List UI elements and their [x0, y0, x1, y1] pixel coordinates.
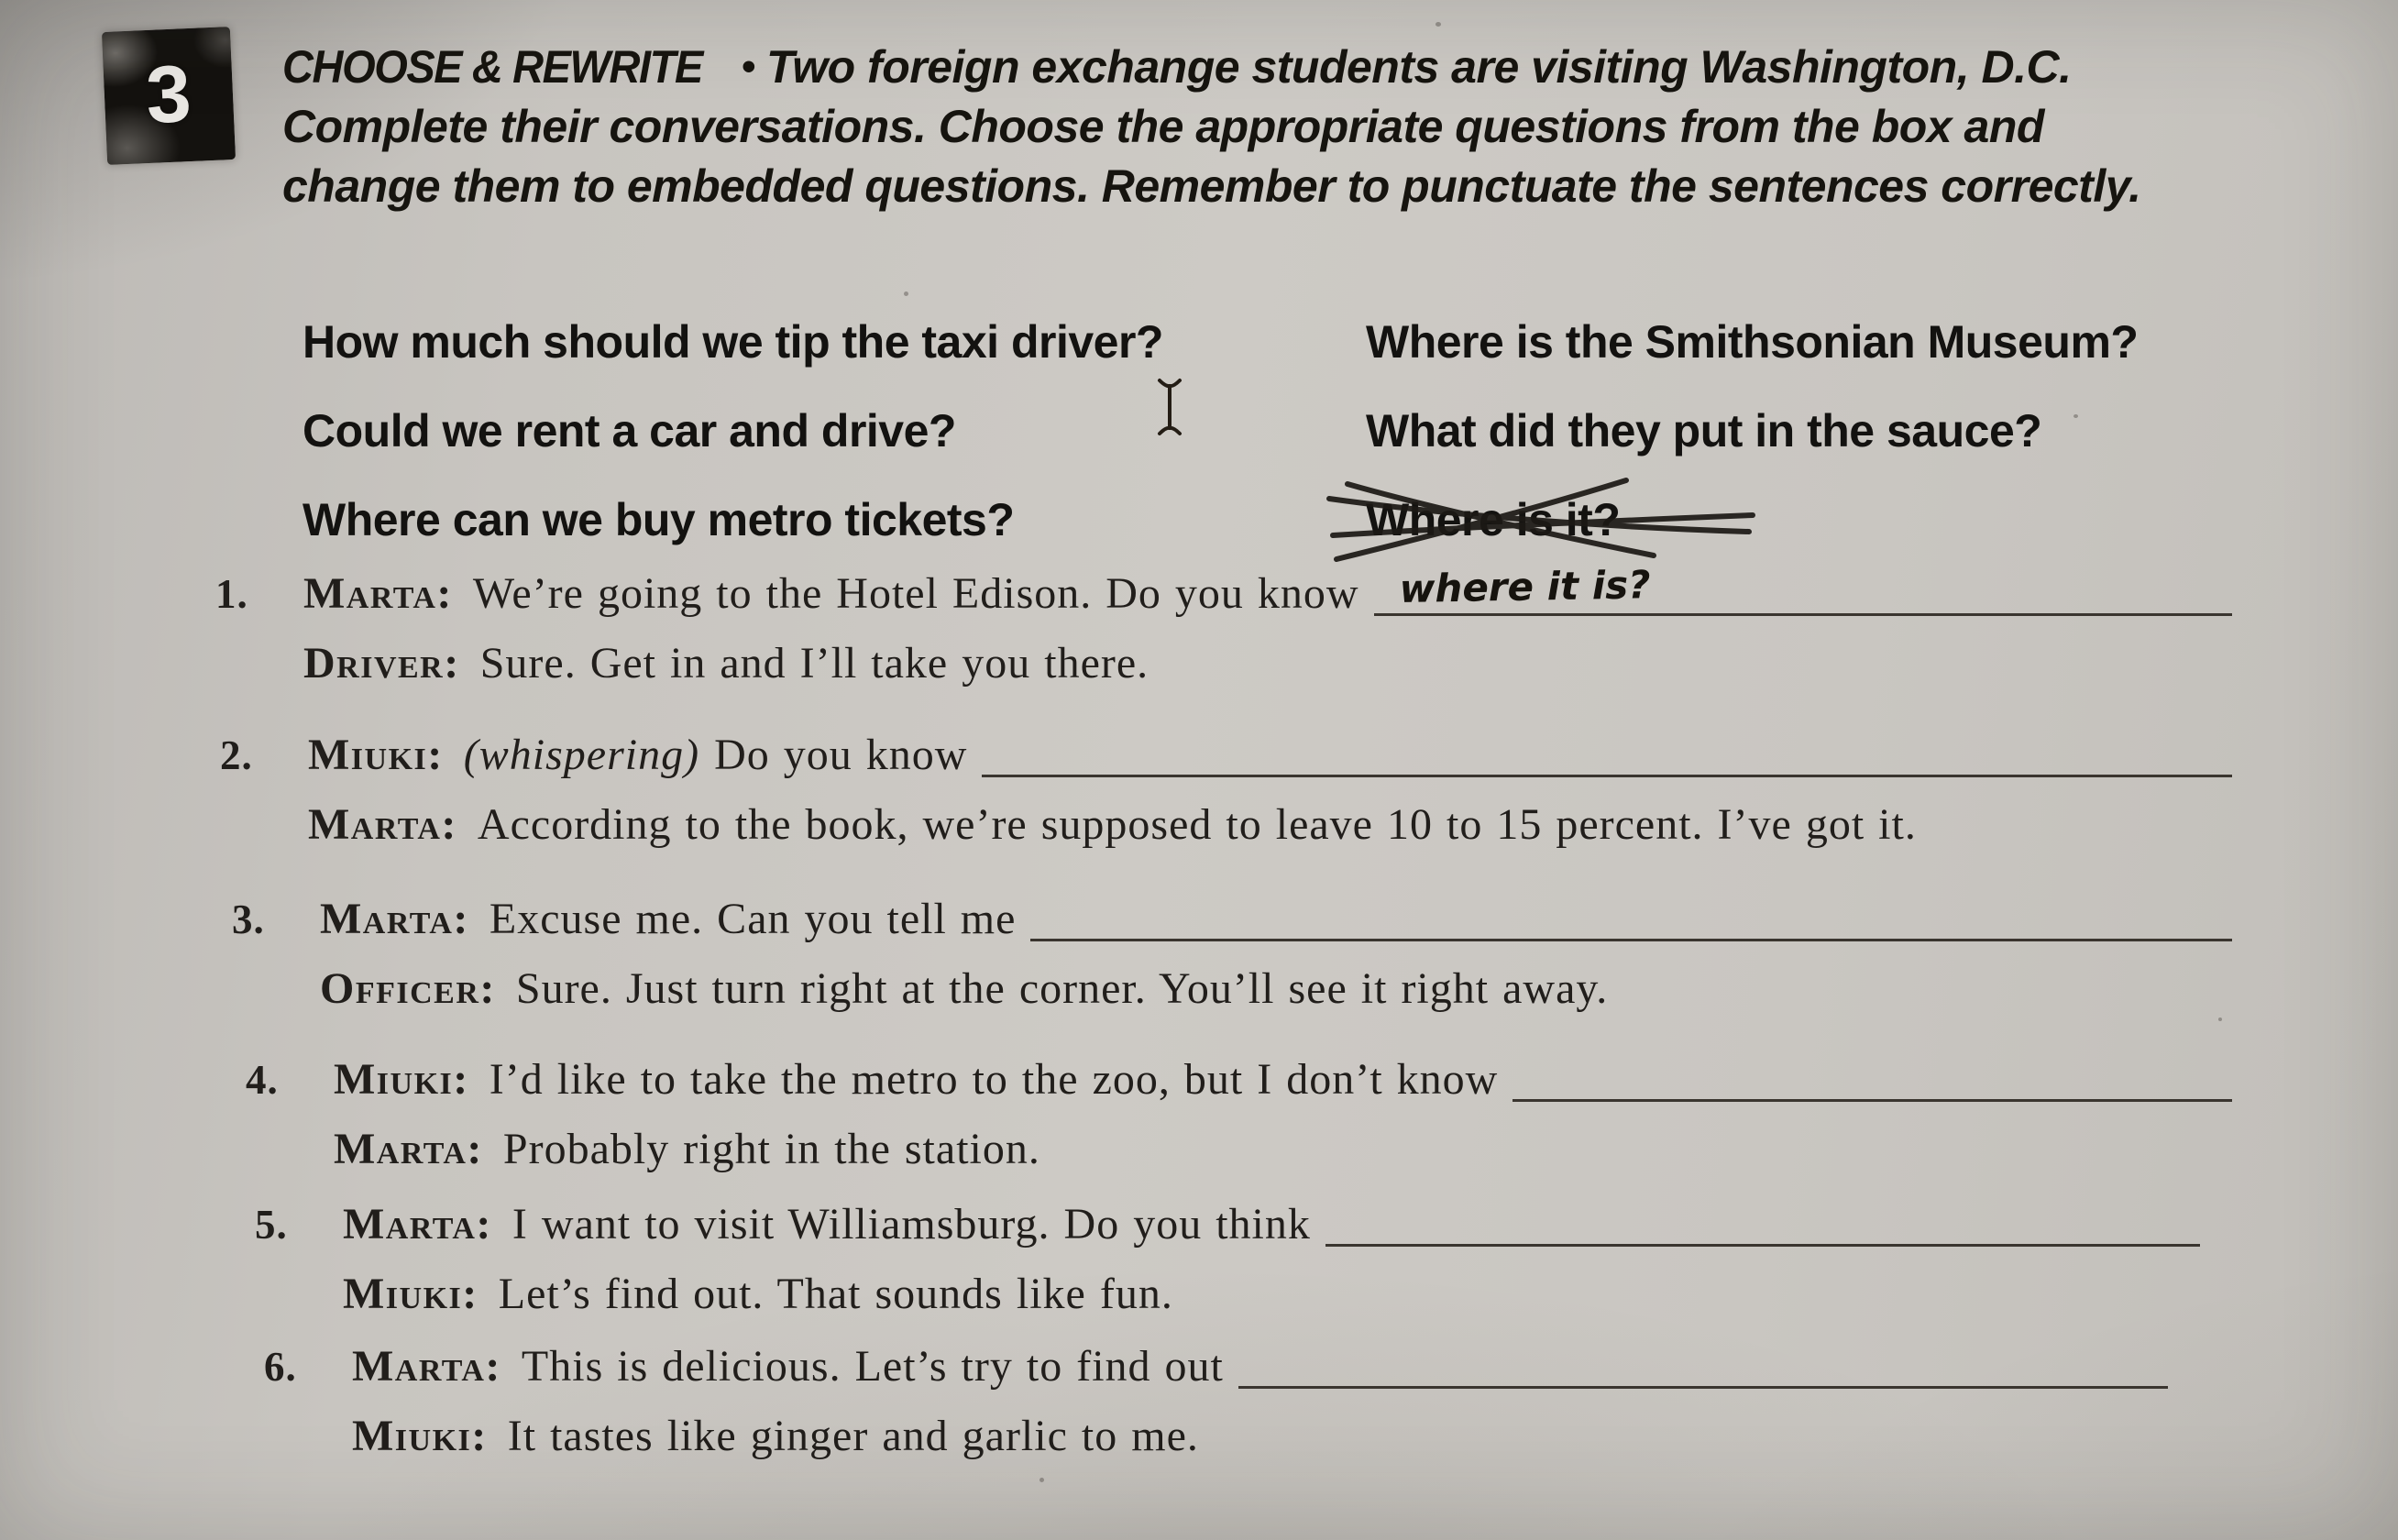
question-row [302, 475, 2237, 564]
speaker-name: Miuki: [334, 1055, 469, 1104]
speaker-name: Miuki: [343, 1270, 478, 1318]
exercise-type-label: CHOOSE & REWRITE [282, 41, 702, 93]
dialogue-text: Let’s find out. That sounds like fun. [498, 1270, 1173, 1318]
question-option-crossed-out [1366, 493, 1620, 546]
speaker-name: Marta: [303, 569, 453, 618]
item-number: 2. [220, 732, 253, 778]
item-number: 6. [264, 1344, 297, 1390]
question-option: Could we rent a car and drive? [302, 404, 956, 456]
question-row [302, 297, 2237, 386]
question-row [302, 386, 2237, 475]
dialogue-text: Excuse me. Can you tell me [489, 895, 1017, 943]
dialogue-line [215, 559, 2232, 629]
answer-blank [1030, 885, 2232, 941]
dialogue-item-5 [124, 1190, 2232, 1329]
dialogue-text: This is delicious. Let’s try to find out [521, 1342, 1224, 1391]
answer-blank [1238, 1332, 2168, 1389]
speaker-name: Marta: [352, 1342, 501, 1391]
item-number: 5. [255, 1202, 288, 1248]
dialogue-item-4 [124, 1045, 2232, 1184]
answer-blank [1374, 559, 2232, 616]
item-number: 4. [246, 1057, 279, 1103]
answer-blank [1326, 1190, 2200, 1247]
dialogue-item-6 [124, 1332, 2232, 1471]
dialogue-line [264, 1332, 2232, 1402]
dialogue-line [264, 1402, 2232, 1471]
dust-speck [2074, 414, 2078, 418]
instructions-line-3: change them to embedded questions. Remember to punctuate the sentences correctly. [282, 160, 2141, 212]
dialogue-line [215, 629, 2232, 698]
crossed-out-text: Where is it? [1366, 493, 1621, 545]
dialogue-list [124, 559, 2232, 1471]
item-number: 1. [215, 571, 248, 617]
dialogue-item-3 [124, 885, 2232, 1024]
instructions-line-1 [282, 37, 2244, 97]
speaker-name: Marta: [334, 1125, 483, 1173]
dialogue-text: Probably right in the station. [502, 1125, 1040, 1173]
dust-speck [1040, 1478, 1044, 1482]
dialogue-text: It tastes like ginger and garlic to me. [507, 1412, 1199, 1460]
dust-speck [1436, 22, 1441, 27]
speaker-name: Officer: [320, 964, 496, 1013]
dialogue-text: Do you know [714, 731, 968, 779]
dialogue-line [220, 720, 2232, 790]
stage-direction: (whispering) [463, 731, 700, 779]
question-option: What did they put in the sauce? [1366, 404, 2042, 456]
dialogue-line [232, 885, 2232, 954]
dialogue-text: We’re going to the Hotel Edison. Do you know [472, 569, 1359, 618]
answer-blank [982, 720, 2232, 777]
dialogue-item-2 [124, 720, 2232, 860]
handwritten-answer: where it is? [1398, 562, 1651, 611]
text-cursor-ibeam-icon [1155, 378, 1184, 436]
dialogue-text: I’d like to take the metro to the zoo, but I don’t know [489, 1055, 1499, 1104]
dialogue-line [255, 1260, 2232, 1329]
speaker-name: Marta: [320, 895, 469, 943]
speaker-name: Miuki: [352, 1412, 488, 1460]
dust-speck [904, 292, 908, 296]
question-option: Where is the Smithsonian Museum? [1366, 315, 2139, 368]
dialogue-text: Sure. Get in and I’ll take you there. [479, 639, 1150, 688]
dialogue-line [255, 1190, 2232, 1260]
dialogue-text: Sure. Just turn right at the corner. You’ll see it right away. [515, 964, 1609, 1013]
item-number: 3. [232, 896, 265, 942]
answer-blank [1512, 1045, 2232, 1102]
dust-speck [2218, 1018, 2222, 1021]
exercise-number: 3 [144, 47, 193, 140]
dialogue-text: I want to visit Williamsburg. Do you think [512, 1200, 1311, 1248]
dialogue-line [232, 954, 2232, 1024]
speaker-name: Driver: [303, 639, 460, 688]
exercise-instructions [282, 37, 2244, 216]
instructions-text-1: Two foreign exchange students are visiting Washington, D.C. [766, 41, 2072, 93]
bullet-separator: • [742, 44, 756, 89]
dialogue-line [246, 1045, 2232, 1115]
question-option: Where can we buy metro tickets? [302, 493, 1015, 545]
dialogue-item-1 [124, 559, 2232, 698]
dialogue-text: According to the book, we’re supposed to leave 10 to 15 percent. I’ve got it. [477, 800, 1917, 849]
speaker-name: Marta: [343, 1200, 492, 1248]
instructions-line-2: Complete their conversations. Choose the appropriate questions from the box and [282, 101, 2044, 152]
question-box [302, 297, 2237, 564]
exercise-number-badge [102, 27, 236, 165]
dialogue-line [246, 1115, 2232, 1184]
dialogue-line [220, 790, 2232, 860]
speaker-name: Marta: [308, 800, 457, 849]
question-option: How much should we tip the taxi driver? [302, 315, 1163, 368]
speaker-name: Miuki: [308, 731, 444, 779]
